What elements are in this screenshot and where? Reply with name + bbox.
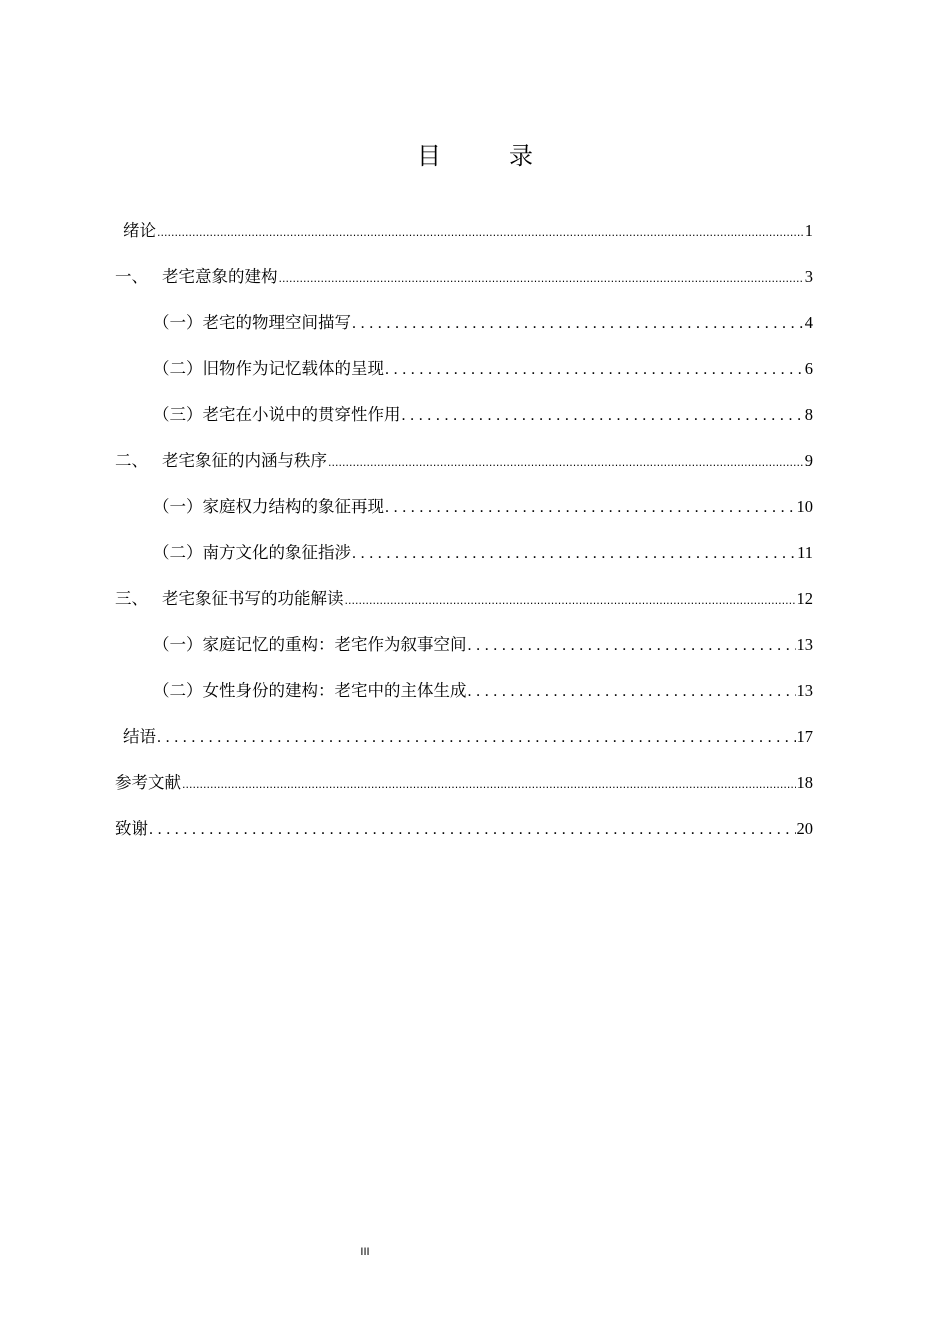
toc-entry-section-2-2[interactable]	[115, 537, 813, 583]
toc-entry-introduction[interactable]	[115, 215, 813, 261]
toc-entry-label: 致谢	[115, 819, 148, 838]
toc-page-number: 17	[796, 727, 813, 746]
dot-leader	[468, 629, 796, 662]
toc-entry-label: 老宅意象的建构	[162, 267, 278, 286]
table-of-contents	[115, 215, 813, 859]
toc-entry-section-1-2[interactable]	[115, 353, 813, 399]
toc-page-number: 10	[796, 497, 813, 516]
dot-leader	[468, 675, 796, 708]
toc-page-number: 18	[796, 773, 813, 792]
toc-entry-label: 结语	[123, 727, 156, 746]
toc-page-number: 11	[797, 543, 813, 562]
dot-leader	[385, 491, 796, 524]
toc-entry-section-1-3[interactable]	[115, 399, 813, 445]
dot-leader	[157, 721, 796, 754]
dot-leader	[385, 353, 804, 386]
toc-page-number: 9	[804, 451, 813, 470]
dot-leader	[402, 399, 804, 432]
toc-entry-label: （二）女性身份的建构：老宅中的主体生成	[153, 681, 467, 700]
toc-entry-label: （一）家庭权力结构的象征再现	[153, 497, 384, 516]
toc-page-number: 20	[796, 819, 813, 838]
toc-entry-label: （一）家庭记忆的重构：老宅作为叙事空间	[153, 635, 467, 654]
toc-page-number: 1	[804, 221, 813, 240]
toc-entry-label: （二）旧物作为记忆载体的呈现	[153, 359, 384, 378]
page-title: 目录	[417, 142, 601, 170]
dot-leader	[352, 307, 804, 340]
toc-chapter-number: 一、	[115, 267, 148, 286]
dot-leader	[157, 215, 804, 249]
footer-page-number: III	[360, 1246, 370, 1258]
toc-entry-chapter-2[interactable]	[115, 445, 813, 491]
toc-entry-section-3-2[interactable]	[115, 675, 813, 721]
toc-page-number: 13	[796, 681, 813, 700]
toc-entry-label: （一）老宅的物理空间描写	[153, 313, 351, 332]
toc-entry-label: 老宅象征的内涵与秩序	[162, 451, 327, 470]
toc-entry-references[interactable]	[115, 767, 813, 813]
dot-leader	[352, 537, 796, 570]
toc-page-number: 3	[804, 267, 813, 286]
toc-entry-section-2-1[interactable]	[115, 491, 813, 537]
toc-entry-chapter-1[interactable]	[115, 261, 813, 307]
toc-entry-conclusion[interactable]	[115, 721, 813, 767]
toc-chapter-number: 三、	[115, 589, 148, 608]
toc-entry-label: 参考文献	[115, 773, 181, 792]
toc-entry-section-1-1[interactable]	[115, 307, 813, 353]
toc-page-number: 12	[796, 589, 813, 608]
toc-entry-label: 老宅象征书写的功能解读	[162, 589, 344, 608]
dot-leader	[345, 583, 796, 617]
toc-page-number: 8	[804, 405, 813, 424]
toc-chapter-number: 二、	[115, 451, 148, 470]
dot-leader	[328, 445, 804, 479]
toc-page-number: 6	[804, 359, 813, 378]
dot-leader	[149, 813, 796, 846]
toc-page-number: 4	[804, 313, 813, 332]
dot-leader	[279, 261, 804, 295]
toc-entry-acknowledgements[interactable]	[115, 813, 813, 859]
toc-page-number: 13	[796, 635, 813, 654]
toc-entry-label: 绪论	[123, 221, 156, 240]
toc-entry-chapter-3[interactable]	[115, 583, 813, 629]
toc-entry-label: （三）老宅在小说中的贯穿性作用	[153, 405, 401, 424]
toc-entry-label: （二）南方文化的象征指涉	[153, 543, 351, 562]
dot-leader	[182, 767, 796, 801]
toc-entry-section-3-1[interactable]	[115, 629, 813, 675]
